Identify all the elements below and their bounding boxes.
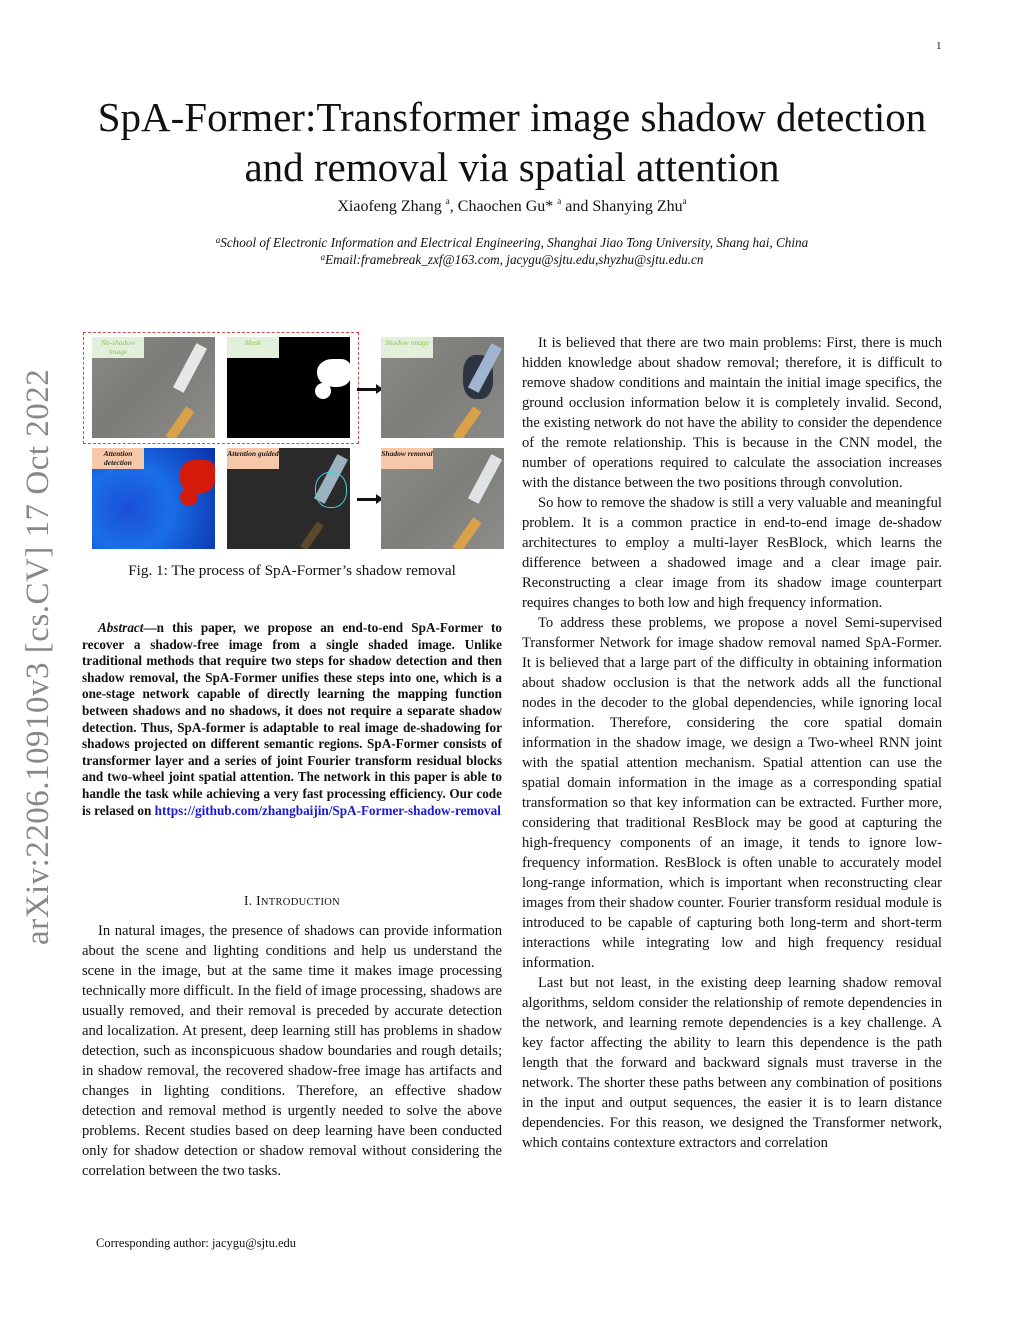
figure-caption: Fig. 1: The process of SpA-Former’s shadow removal [128, 562, 456, 579]
panel-label: Attention guided [227, 448, 279, 469]
panel-label: Shadow removal [381, 448, 433, 469]
panel-no-shadow-image [92, 337, 215, 438]
author-list: Xiaofeng Zhang $^a$, Chaochen Gu* $^a$ and Shanying Zhu$^a$ [337, 196, 687, 215]
author-2: , Chaochen Gu* [449, 198, 558, 215]
affiliation: School of Electronic Information and Electrical Engineering, Shanghai Jiao Tong University, Shang hai, China [220, 235, 809, 250]
footnote: Corresponding author: jacygu@sjtu.edu [96, 1236, 297, 1250]
title-line-1: SpA-Former:Transformer image shadow detection [97, 94, 927, 140]
arrow-icon [357, 388, 379, 391]
page-number: 1 [936, 40, 942, 52]
email: Email:framebreak_zxf@163.com, jacygu@sjtu.edu,shyzhu@sjtu.edu.cn [325, 252, 704, 267]
arxiv-watermark: arXiv:2206.10910v3 [cs.CV] 17 Oct 2022 [20, 368, 56, 945]
section-heading: I. INTRODUCTION [243, 893, 341, 908]
figure-1 [82, 331, 502, 556]
panel-label: No-shadow image [92, 337, 144, 358]
panel-attention-detection [92, 448, 215, 549]
panel-shadow-image [381, 337, 504, 438]
code-link[interactable]: https://github.com/zhangbaijin/SpA-Former-shadow-removal [154, 802, 501, 818]
panel-label: Mask [227, 337, 279, 358]
panel-label: Attention detection [92, 448, 144, 469]
panel-shadow-removal [381, 448, 504, 549]
abstract [82, 620, 502, 819]
affiliation-block: $^a$School of Electronic Information and Electrical Engineering, Shanghai Jiao Tong University, Shang hai, China $^a$Email:framebreak_zxf@163.com, jacygu@sjtu.edu,shyzhu@sjtu.edu.cn [215, 235, 809, 267]
panel-label: Shadow image [381, 337, 433, 358]
abstract-lead: Abstract [98, 620, 144, 635]
abstract-body: —n this paper, we propose an end-to-end SpA-Former to recover a shadow-free image from a single shaded image. Unlike traditional methods that require two steps for shadow detection and then shadow removal, the SpA-Former unifies these steps into one, which is a one-stage network capable of directly learning the mapping function between shadows and no shadows, it does not require a separate shadow detection. Thus, SpA-former is adaptable to real image de-shadowing for shadows projected on different semantic regions. SpA-Former consists of transformer layer and a series of joint Fourier transform residual blocks and two-wheel joint spatial attention. The network in this paper is able to handle the task while achieving a very fast processing efficiency. Our code is relased on [82, 620, 502, 818]
paragraph: In natural images, the presence of shadows can provide information about the scene and lighting conditions and help us understand the scene in the image, but at the same time it makes image processing technically more difficult. In the field of image processing, shadows are usually removed, and their removal is preceded by accurate detection and localization. At present, deep learning still has problems in shadow detection, such as inconspicuous shadow boundaries and rough details; in shadow removal, the recovered shadow-free image has artifacts and changes in lighting conditions. Therefore, an effective shadow detection and removal method is urgently needed to solve the above problems. Recent studies based on deep learning have been conducted only for shadow detection or shadow removal without considering the correlation between the two tasks. [82, 923, 502, 1179]
paragraph: So how to remove the shadow is still a very valuable and meaningful problem. It is a common practice in end-to-end image de-shadow architectures to employ a multi-layer ResBlock, which learns the difference between a shadowed image and a clear image pair. Reconstructing a clear image from its shadow image counterpart requires changes to both low and high frequency information. [522, 495, 942, 611]
paper-title [60, 92, 964, 192]
panel-mask [227, 337, 350, 438]
panel-attention-guided [227, 448, 350, 549]
intro-text [82, 921, 502, 1181]
paragraph: To address these problems, we propose a novel Semi-supervised Transformer Network for image shadow removal named SpA-Former. It is believed that a large part of the difficulty in obtaining information about shadow occlusion is that the network adds all the functional nodes in the decoder to the global dependencies, while ignoring local information. Therefore, considering the core spatial domain information in the shadow image, we design a Two-wheel RNN joint with the spatial attention mechanism. Spatial attention can use the spatial domain information in the image as a corresponding spatial transformation so that key information can be extracted. Further more, considering that traditional ResBlock may be good at capturing the high-frequency components of an image, it tends to ignore low-frequency information. ResBlock is often unable to accurately model long-range information, which is important when reconstructing clear images from their shadow counter. Fourier transform residual module is introduced to be capable of capturing both long-term and short-term interactions while integrating low and high frequency residual information. [522, 615, 942, 971]
author-3: and Shanying Zhu [561, 198, 683, 215]
paragraph: Last but not least, in the existing deep learning shadow removal algorithms, seldom consider the relationship of remote dependencies in the network, and learning remote dependencies is a key challenge. A key factor affecting the ability to learn this dependence is the path length that the forward and backward signals must traverse in the network. The shorter these paths between any combination of positions in the input and output sequences, the easier it is to learn distance dependencies. For this reason, we designed the Transformer network, which contains contexture extractors and correlation [522, 975, 942, 1151]
right-column [522, 333, 942, 1153]
arrow-icon [357, 498, 379, 501]
title-line-2: and removal via spatial attention [244, 144, 780, 190]
paragraph: It is believed that there are two main problems: First, there is much hidden knowledge about shadow removal; therefore, it is difficult to remove shadow conditions and maintain the initial image specifics, the ground occlusion information below it is completely invalid. Second, the existing network do not have the ability to consider the dependence of the remote relationship. This is because in the CNN model, the number of operations required to calculate the association increases with the distance between the two positions through convolution. [522, 335, 942, 491]
author-1: Xiaofeng Zhang [337, 198, 446, 215]
